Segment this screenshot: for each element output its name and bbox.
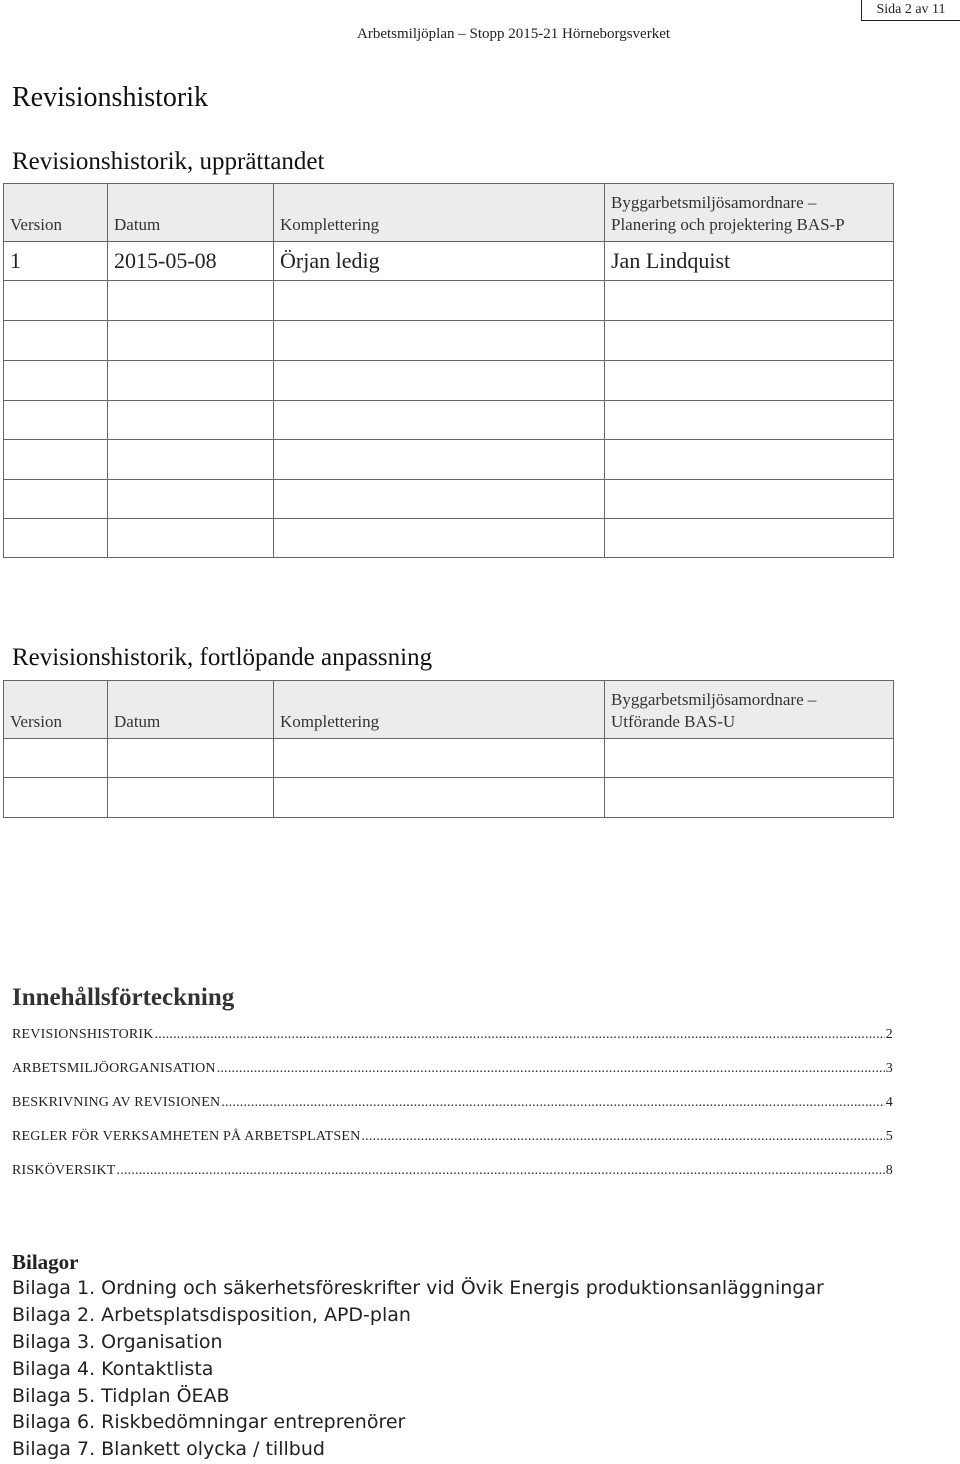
toc-entry-page: 3: [885, 1061, 893, 1076]
cell-bas: Jan Lindquist: [605, 242, 894, 281]
toc-dot-leader: [155, 1027, 885, 1043]
empty-cell: [274, 480, 605, 519]
col-header-datum: Datum: [108, 184, 274, 242]
empty-cell: [274, 739, 605, 778]
empty-cell: [108, 321, 274, 361]
table-header-row: [4, 184, 894, 242]
toc-entry-page: 5: [885, 1129, 893, 1144]
empty-cell: [274, 281, 605, 321]
empty-cell: [605, 519, 894, 558]
toc-entry-label: ARBETSMILJÖORGANISATION: [12, 1061, 216, 1076]
table-row: [4, 321, 894, 361]
table-row: [4, 242, 894, 281]
col-header-bas: [605, 184, 894, 242]
empty-cell: [108, 281, 274, 321]
empty-cell: [108, 519, 274, 558]
empty-cell: [605, 401, 894, 440]
toc-dot-leader: [217, 1061, 885, 1077]
table-row: [4, 281, 894, 321]
empty-cell: [4, 401, 108, 440]
empty-cell: [274, 440, 605, 480]
page-indicator: Sida 2 av 11: [861, 0, 960, 21]
bilaga-item: Bilaga 2. Arbetsplatsdisposition, APD-plan: [12, 1304, 411, 1326]
empty-cell: [4, 440, 108, 480]
revision-table-fortlopande: [3, 680, 894, 818]
table-row: [4, 480, 894, 519]
empty-cell: [108, 401, 274, 440]
empty-cell: [4, 361, 108, 401]
empty-cell: [4, 480, 108, 519]
toc-entry-label: REGLER FÖR VERKSAMHETEN PÅ ARBETSPLATSEN: [12, 1129, 361, 1144]
empty-cell: [274, 401, 605, 440]
bilaga-item: Bilaga 6. Riskbedömningar entreprenörer: [12, 1411, 406, 1433]
running-header: Arbetsmiljöplan – Stopp 2015-21 Hörneborgsverket: [357, 26, 671, 42]
table-row: [4, 519, 894, 558]
empty-cell: [605, 440, 894, 480]
col-header-bas-line1: Byggarbetsmiljösamordnare –: [611, 690, 817, 709]
toc-dot-leader: [361, 1129, 884, 1145]
toc-entry-label: REVISIONSHISTORIK: [12, 1027, 154, 1042]
empty-cell: [108, 739, 274, 778]
col-header-bas: [605, 681, 894, 739]
col-header-komplettering: Komplettering: [274, 681, 605, 739]
empty-cell: [605, 739, 894, 778]
table-row: [4, 361, 894, 401]
empty-cell: [108, 361, 274, 401]
empty-cell: [4, 739, 108, 778]
bilaga-item: Bilaga 5. Tidplan ÖEAB: [12, 1385, 230, 1407]
empty-cell: [4, 281, 108, 321]
bilaga-item: Bilaga 1. Ordning och säkerhetsföreskrifter vid Övik Energis produktionsanläggningar: [12, 1277, 824, 1299]
col-header-bas-line2: Utförande BAS-U: [611, 712, 736, 731]
empty-cell: [274, 361, 605, 401]
empty-cell: [274, 778, 605, 818]
table-row: [4, 440, 894, 480]
toc-title: Innehållsförteckning: [12, 984, 235, 1011]
toc-entry-label: BESKRIVNING AV REVISIONEN: [12, 1095, 221, 1110]
col-header-komplettering: Komplettering: [274, 184, 605, 242]
table1-title: Revisionshistorik, upprättandet: [12, 148, 325, 175]
empty-cell: [4, 519, 108, 558]
col-header-bas-line1: Byggarbetsmiljösamordnare –: [611, 193, 817, 212]
toc-entry-label: RISKÖVERSIKT: [12, 1163, 116, 1178]
table2-title: Revisionshistorik, fortlöpande anpassning: [12, 644, 433, 671]
col-header-version: Version: [4, 184, 108, 242]
toc-entry-page: 4: [885, 1095, 893, 1110]
toc-dot-leader: [117, 1163, 885, 1179]
empty-cell: [108, 480, 274, 519]
toc-entry[interactable]: [12, 1027, 893, 1047]
toc-entry[interactable]: [12, 1163, 893, 1183]
col-header-datum: Datum: [108, 681, 274, 739]
col-header-bas-line2: Planering och projektering BAS-P: [611, 215, 845, 234]
empty-cell: [108, 778, 274, 818]
empty-cell: [605, 480, 894, 519]
toc-entry[interactable]: [12, 1095, 893, 1115]
page-title: Revisionshistorik: [12, 82, 209, 113]
bilagor-title: Bilagor: [12, 1250, 79, 1274]
col-header-version: Version: [4, 681, 108, 739]
toc-entry[interactable]: [12, 1061, 893, 1081]
empty-cell: [605, 281, 894, 321]
empty-cell: [274, 321, 605, 361]
empty-cell: [605, 778, 894, 818]
empty-cell: [605, 361, 894, 401]
table-row: [4, 739, 894, 778]
empty-cell: [108, 440, 274, 480]
empty-cell: [4, 778, 108, 818]
toc-entry-page: 8: [885, 1163, 893, 1178]
bilaga-item: Bilaga 4. Kontaktlista: [12, 1358, 214, 1380]
table-header-row: [4, 681, 894, 739]
empty-cell: [605, 321, 894, 361]
revision-table-upprattandet: [3, 183, 894, 558]
table-row: [4, 401, 894, 440]
bilaga-item: Bilaga 3. Organisation: [12, 1331, 223, 1353]
empty-cell: [274, 519, 605, 558]
cell-version: 1: [4, 242, 108, 281]
table-row: [4, 778, 894, 818]
empty-cell: [4, 321, 108, 361]
cell-komplettering: Örjan ledig: [274, 242, 605, 281]
bilaga-item: Bilaga 7. Blankett olycka / tillbud: [12, 1438, 325, 1460]
toc-dot-leader: [221, 1095, 885, 1111]
cell-datum: 2015-05-08: [108, 242, 274, 281]
toc-entry-page: 2: [885, 1027, 893, 1042]
toc-entry[interactable]: [12, 1129, 893, 1149]
